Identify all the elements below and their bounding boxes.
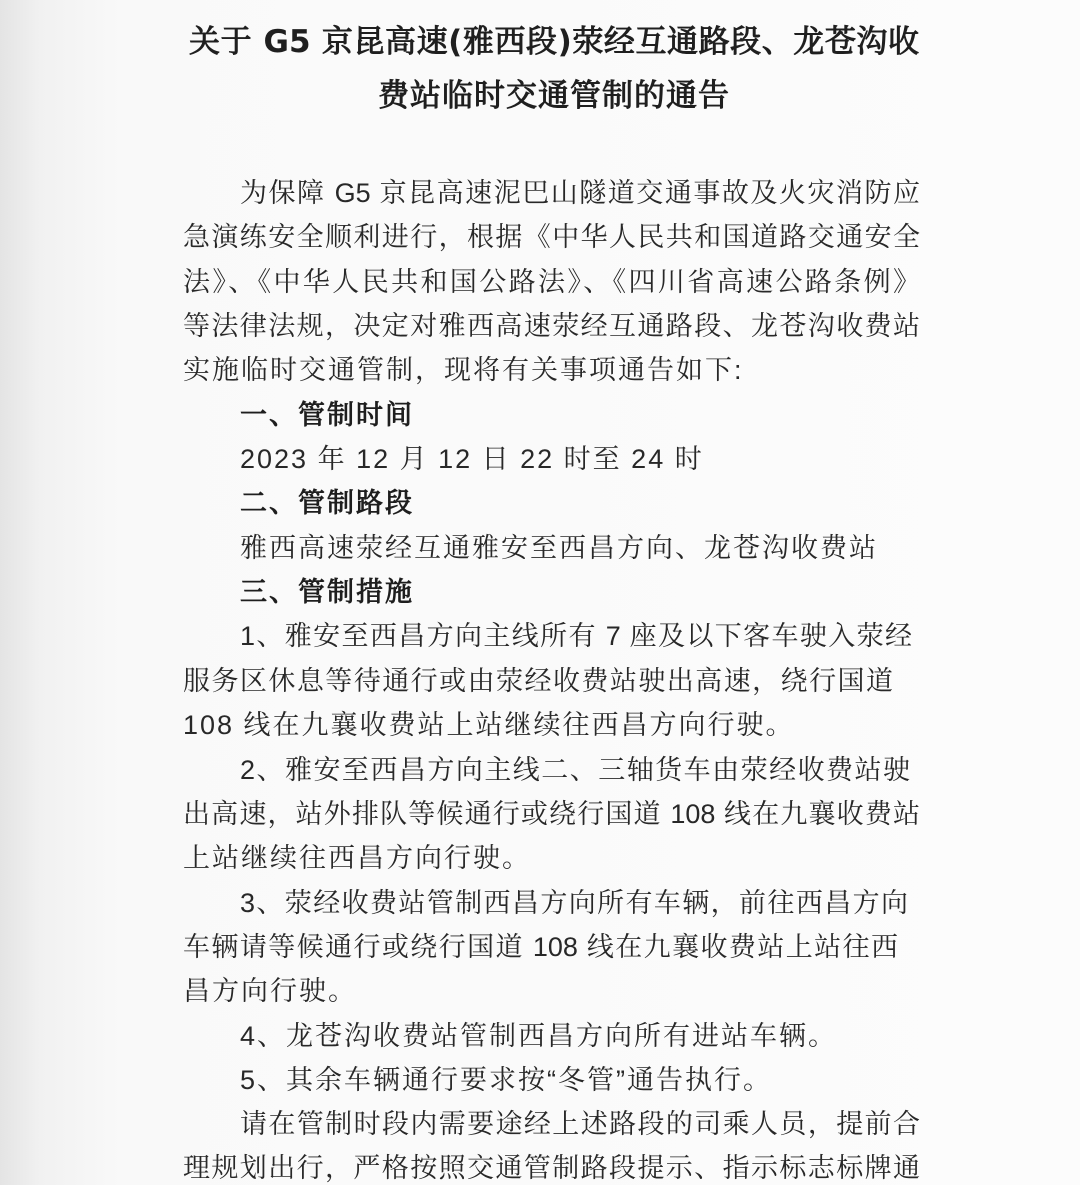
measure-item-line: 车辆请等候通行或绕行国道 108 线在九襄收费站上站往西 — [183, 932, 898, 962]
intro-line: 为保障 G5 京昆高速泥巴山隧道交通事故及火灾消防应 — [240, 178, 920, 208]
measure-item-line: 108 线在九襄收费站上站继续往西昌方向行驶。 — [183, 710, 795, 740]
intro-line: 等法律法规，决定对雅西高速荥经互通路段、龙苍沟收费站 — [183, 311, 920, 341]
section-heading: 三、管制措施 — [240, 577, 414, 607]
section-line: 2023 年 12 月 12 日 22 时至 24 时 — [240, 444, 704, 474]
measure-item-line: 昌方向行驶。 — [183, 976, 357, 1006]
intro-line: 急演练安全顺利进行，根据《中华人民共和国道路交通安全 — [183, 222, 920, 252]
measure-item-line: 4、龙苍沟收费站管制西昌方向所有进站车辆。 — [240, 1021, 838, 1051]
notice-title-line: 关于 G5 京昆高速(雅西段)荥经互通路段、龙苍沟收 — [189, 24, 919, 60]
measure-item-line: 上站继续往西昌方向行驶。 — [183, 843, 531, 873]
closing-line: 理规划出行，严格按照交通管制路段提示、指示标志标牌通 — [183, 1153, 920, 1183]
measure-item-line: 1、雅安至西昌方向主线所有 7 座及以下客车驶入荥经 — [240, 621, 912, 651]
intro-line: 实施临时交通管制，现将有关事项通告如下: — [183, 355, 744, 385]
notice-title-line: 费站临时交通管制的通告 — [378, 78, 730, 114]
closing-line: 请在管制时段内需要途经上述路段的司乘人员，提前合 — [240, 1109, 920, 1139]
section-heading: 二、管制路段 — [240, 488, 414, 518]
measure-item-line: 3、荥经收费站管制西昌方向所有车辆，前往西昌方向 — [240, 888, 908, 918]
section-line: 雅西高速荥经互通雅安至西昌方向、龙苍沟收费站 — [240, 533, 878, 563]
section-heading: 一、管制时间 — [240, 400, 414, 430]
measure-item-line: 服务区休息等待通行或由荥经收费站驶出高速，绕行国道 — [183, 666, 893, 696]
measure-item-line: 2、雅安至西昌方向主线二、三轴货车由荥经收费站驶 — [240, 755, 910, 785]
measure-item-line: 出高速，站外排队等候通行或绕行国道 108 线在九襄收费站 — [183, 799, 920, 829]
measure-item-line: 5、其余车辆通行要求按“冬管”通告执行。 — [240, 1065, 772, 1095]
intro-line: 法》、《中华人民共和国公路法》、《四川省高速公路条例》 — [183, 267, 920, 297]
